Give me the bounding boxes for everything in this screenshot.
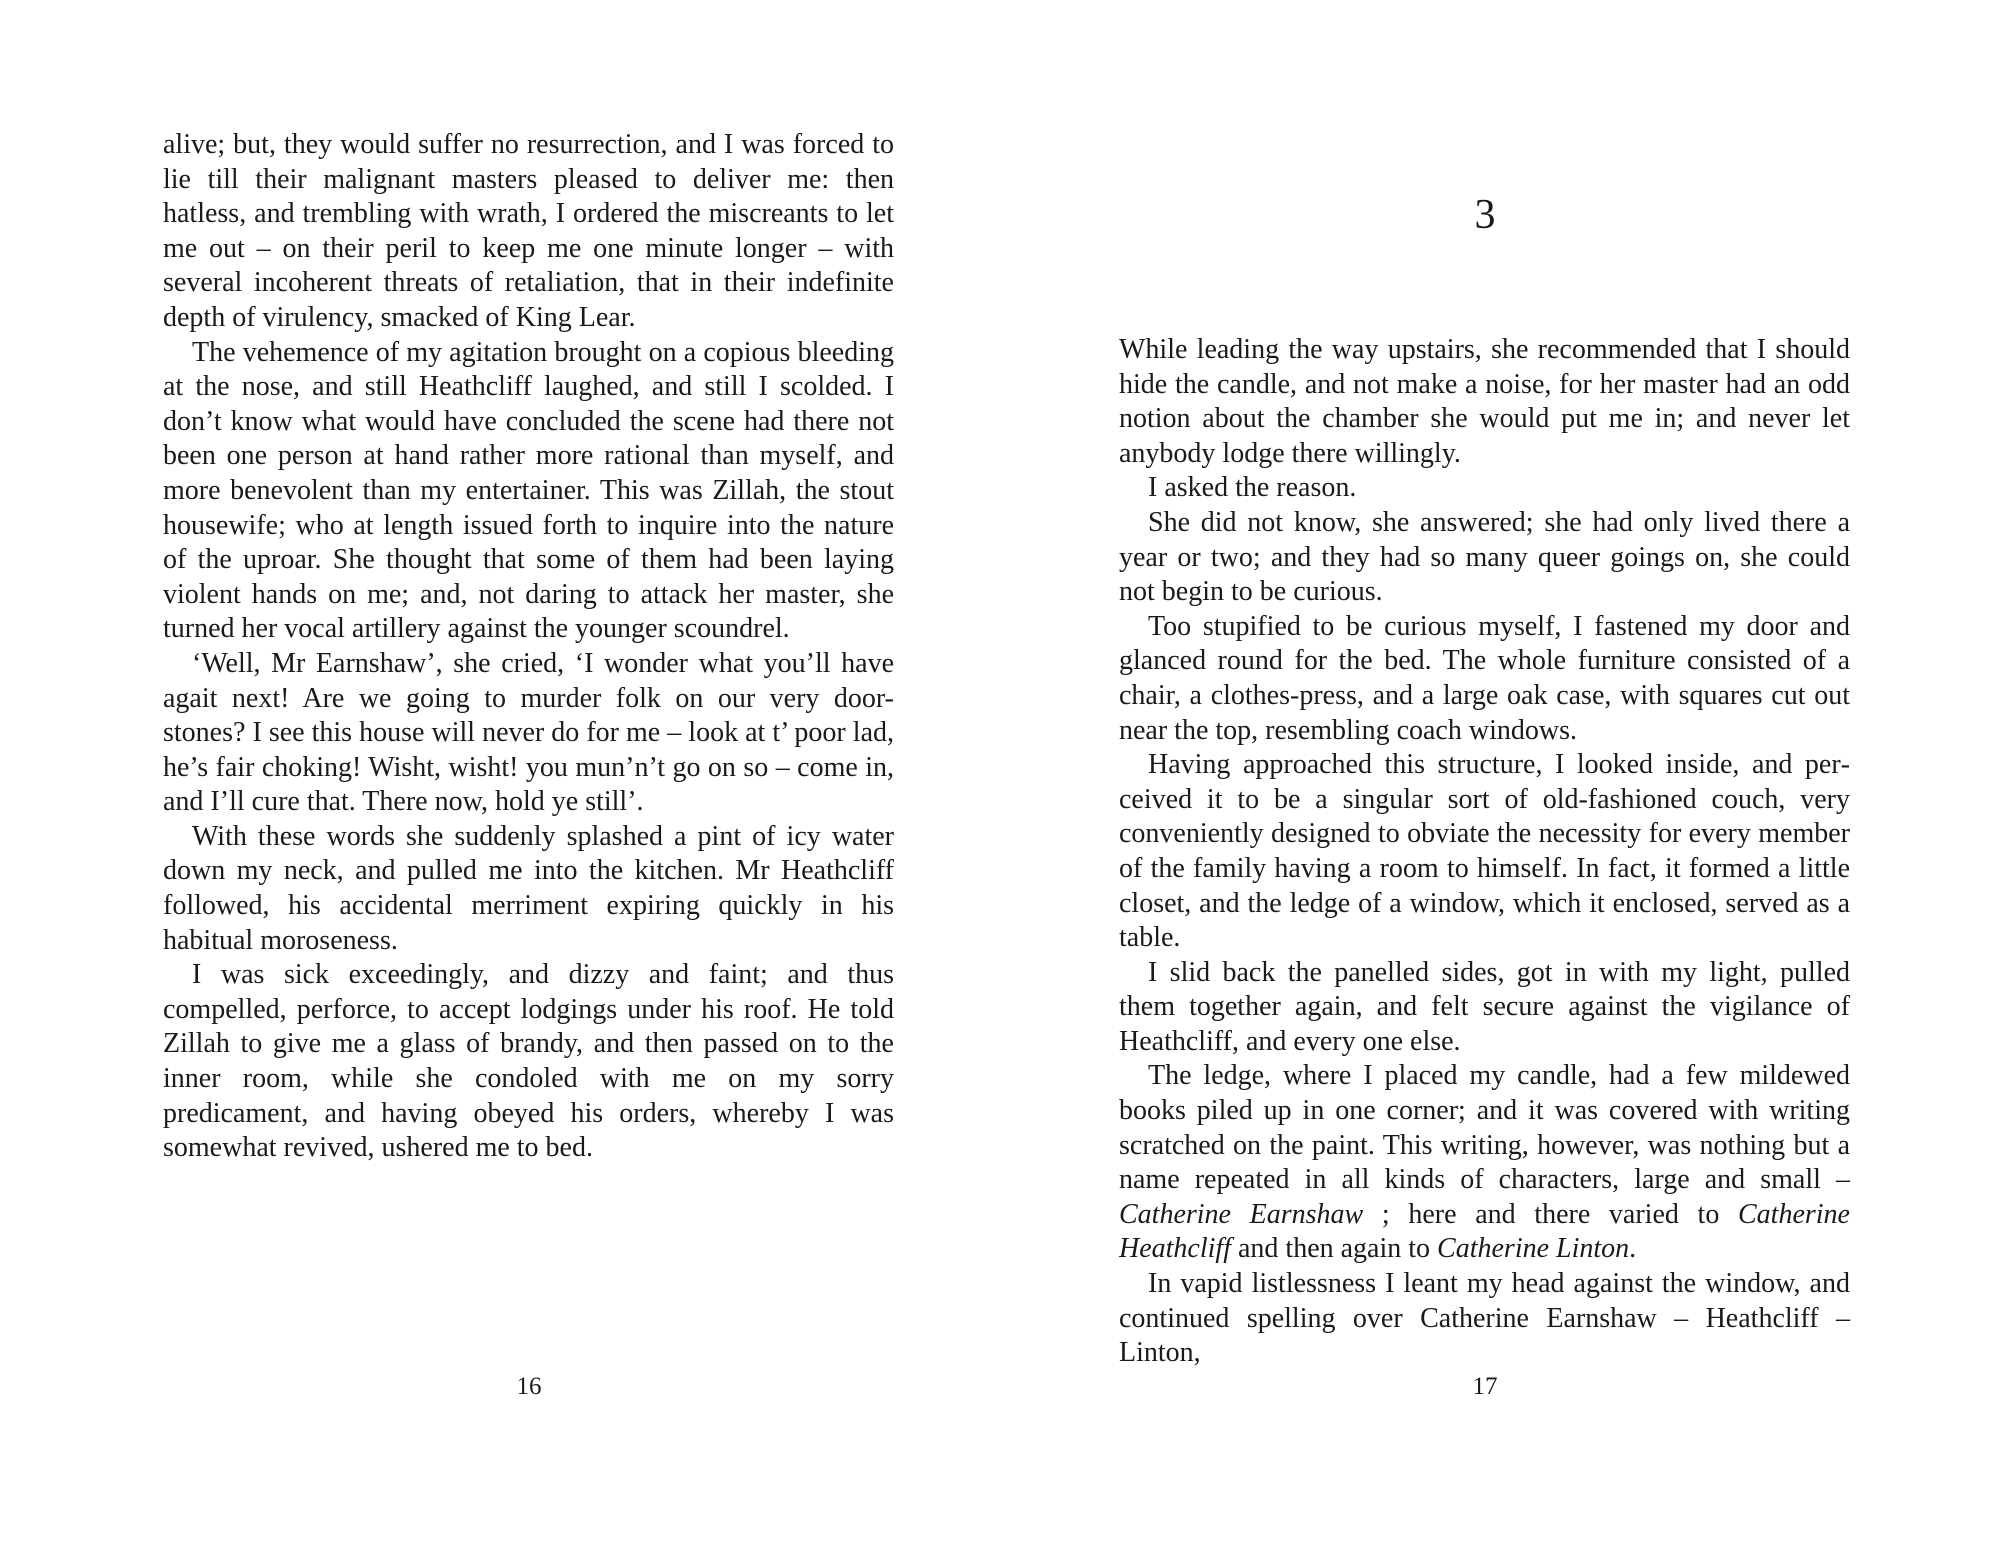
paragraph-text: .: [1629, 1233, 1637, 1265]
paragraph: [163, 647, 894, 820]
paragraph: [163, 820, 894, 958]
paragraph: [1119, 1267, 1850, 1371]
paragraph-text: I asked the reason.: [1148, 472, 1357, 504]
paragraph-text: and then again to: [1230, 1233, 1438, 1265]
paragraph-text: I was sick exceedingly, and dizzy and faint; and thus compelled, perforce, to accept lodgings under his roof. He told Zillah to give me a glass of brandy, and then passed on to the inner room, while she condoled with me on my sorry predicament, and having obeyed his orders, whereby I was somewhat revived, ushered me to bed.: [163, 959, 894, 1164]
paragraph-text: Too stupified to be curious myself, I fastened my door and glanced round for the bed. The whole furniture consisted of a chair, a clothes-press, and a large oak case, with squares cut out near the top, resembling coach windows.: [1119, 610, 1850, 746]
paragraph: [1119, 506, 1850, 610]
paragraph-text: ; here and there varied to: [1363, 1198, 1738, 1230]
paragraph: [163, 128, 894, 336]
paragraph: [163, 336, 894, 647]
page-number: 17: [1472, 1373, 1498, 1400]
left-page-body: [163, 128, 894, 1166]
paragraph: [1119, 956, 1850, 1060]
paragraph: [1119, 748, 1850, 956]
paragraph: [1119, 333, 1850, 471]
italic-name: Catherine Linton: [1437, 1233, 1630, 1265]
chapter-number: 3: [1474, 192, 1496, 238]
right-page-body: [1119, 333, 1850, 1371]
paragraph-text: She did not know, she answered; she had only lived there a year or two; and they had so many queer goings on, she could not begin to be curious.: [1119, 506, 1850, 608]
paragraph: [163, 958, 894, 1166]
italic-name: Catherine Heathcliff: [1119, 1198, 1850, 1265]
page-number: 16: [516, 1373, 542, 1400]
paragraph-text: I slid back the panelled sides, got in with my light, pulled them together again, and felt secure against the vigilance of Heathcliff, and every one else.: [1119, 956, 1850, 1057]
paragraph-text: While leading the way upstairs, she recommended that I should hide the candle, and not make a noise, for her master had an odd notion about the chamber she would put me in; and never let anybody lodge there willingly.: [1119, 334, 1850, 469]
paragraph-text: ‘Well, Mr Earnshaw’, she cried, ‘I wonder what you’ll have agait next! Are we going to murder folk on our very door-stones? I see this house will never do for me – look at t’ poor lad, he’s fair choking! Wisht, wisht! you mun’n’t go on so – come in, and I’ll cure that. There now, hold ye still’.: [163, 647, 894, 818]
paragraph-text: alive; but, they would suffer no resurrection, and I was forced to lie till their malignant masters pleased to deliver me: then hatless, and trembling with wrath, I ordered the miscreants to let me out – on their peril to keep me one minute longer – with several incoherent threats of retaliation, that in their indefinite depth of virulency, smacked of King Lear.: [163, 129, 894, 333]
paragraph-text: The ledge, where I placed my candle, had a few mildewed books piled up in one corner; and it was covered with writing scratched on the paint. This writing, however, was nothing but a name repeated in all kinds of characters, large and small –: [1119, 1060, 1850, 1196]
paragraph-text: In vapid listlessness I leant my head against the window, and continued spelling over Catherine Earnshaw – Heathcliff – Linton,: [1119, 1268, 1850, 1369]
right-page: [1000, 0, 2000, 1552]
paragraph-text: Having approached this structure, I looked inside, and perceived it to be a singular sort of old-fashioned couch, very conveniently designed to obviate the necessity for every member of the family having a room to himself. In fact, it formed a little closet, and the ledge of a window, which it enclosed, served as a table.: [1119, 749, 1850, 954]
italic-name: Catherine Earnshaw: [1119, 1198, 1364, 1230]
paragraph: [1119, 1059, 1850, 1267]
paragraph: [1119, 610, 1850, 748]
paragraph: [1119, 471, 1850, 506]
paragraph-text: With these words she suddenly splashed a pint of icy water down my neck, and pulled me into the kitchen. Mr Heathcliff followed, his accidental merriment expiring quickly in his habitual moroseness.: [163, 820, 894, 956]
paragraph-text: The vehemence of my agitation brought on a copious bleeding at the nose, and still Heathcliff laughed, and still I scolded. I don’t know what would have concluded the scene had there not been one person at hand rather more rational than myself, and more benevolent than my entertainer. This was Zillah, the stout housewife; who at length issued forth to inquire into the nature of the uproar. She thought that some of them had been laying violent hands on me; and, not daring to attack her master, she turned her vocal artillery against the younger scoundrel.: [163, 336, 894, 645]
